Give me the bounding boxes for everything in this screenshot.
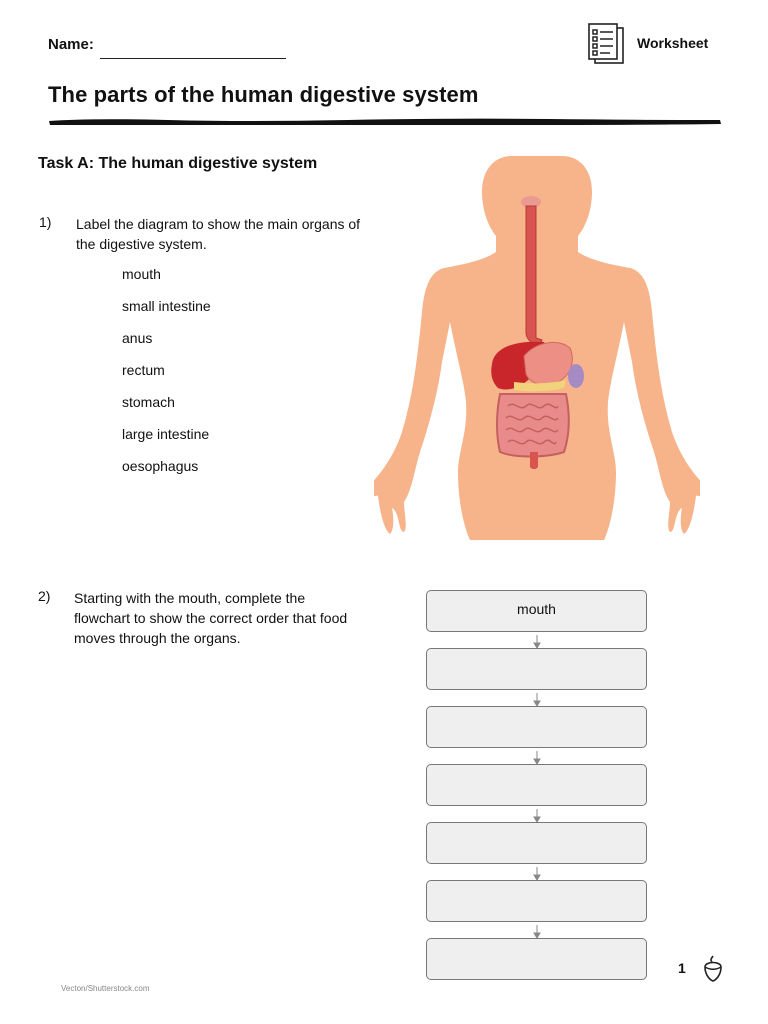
name-field[interactable] <box>100 58 286 59</box>
flowchart-box-5[interactable] <box>426 822 647 864</box>
organ-label-small-intestine: small intestine <box>122 298 211 314</box>
page-number: 1 <box>678 960 686 976</box>
flowchart-box-3[interactable] <box>426 706 647 748</box>
worksheet-icon <box>586 22 628 66</box>
digestive-system-diagram <box>374 152 700 542</box>
acorn-logo-icon <box>700 953 726 983</box>
worksheet-label: Worksheet <box>637 35 709 51</box>
image-credit: Vecton/Shutterstock.com <box>61 984 150 993</box>
flowchart-box-7[interactable] <box>426 938 647 980</box>
organ-label-mouth: mouth <box>122 266 161 282</box>
question-2-text: Starting with the mouth, complete the flowchart to show the correct order that food moves through the organs. <box>74 590 348 646</box>
task-a-heading: Task A: The human digestive system <box>38 155 318 172</box>
flowchart-box-2[interactable] <box>426 648 647 690</box>
question-1-number: 1) <box>39 214 52 230</box>
question-2-number: 2) <box>38 588 51 604</box>
flowchart-box-6[interactable] <box>426 880 647 922</box>
page-title: The parts of the human digestive system <box>48 82 479 107</box>
question-1-text: Label the diagram to show the main organs of the digestive system. <box>76 216 361 252</box>
organ-label-anus: anus <box>122 330 153 346</box>
title-divider <box>48 116 722 128</box>
organ-label-oesophagus: oesophagus <box>122 458 199 474</box>
flowchart-box-1 <box>426 590 647 632</box>
flowchart-box-1-label: mouth <box>517 601 556 617</box>
organ-label-rectum: rectum <box>122 362 165 378</box>
organ-label-stomach: stomach <box>122 394 175 410</box>
name-label: Name: <box>48 36 94 53</box>
flowchart-box-4[interactable] <box>426 764 647 806</box>
liver-and-stomach <box>491 342 584 392</box>
organ-label-large-intestine: large intestine <box>122 426 210 442</box>
